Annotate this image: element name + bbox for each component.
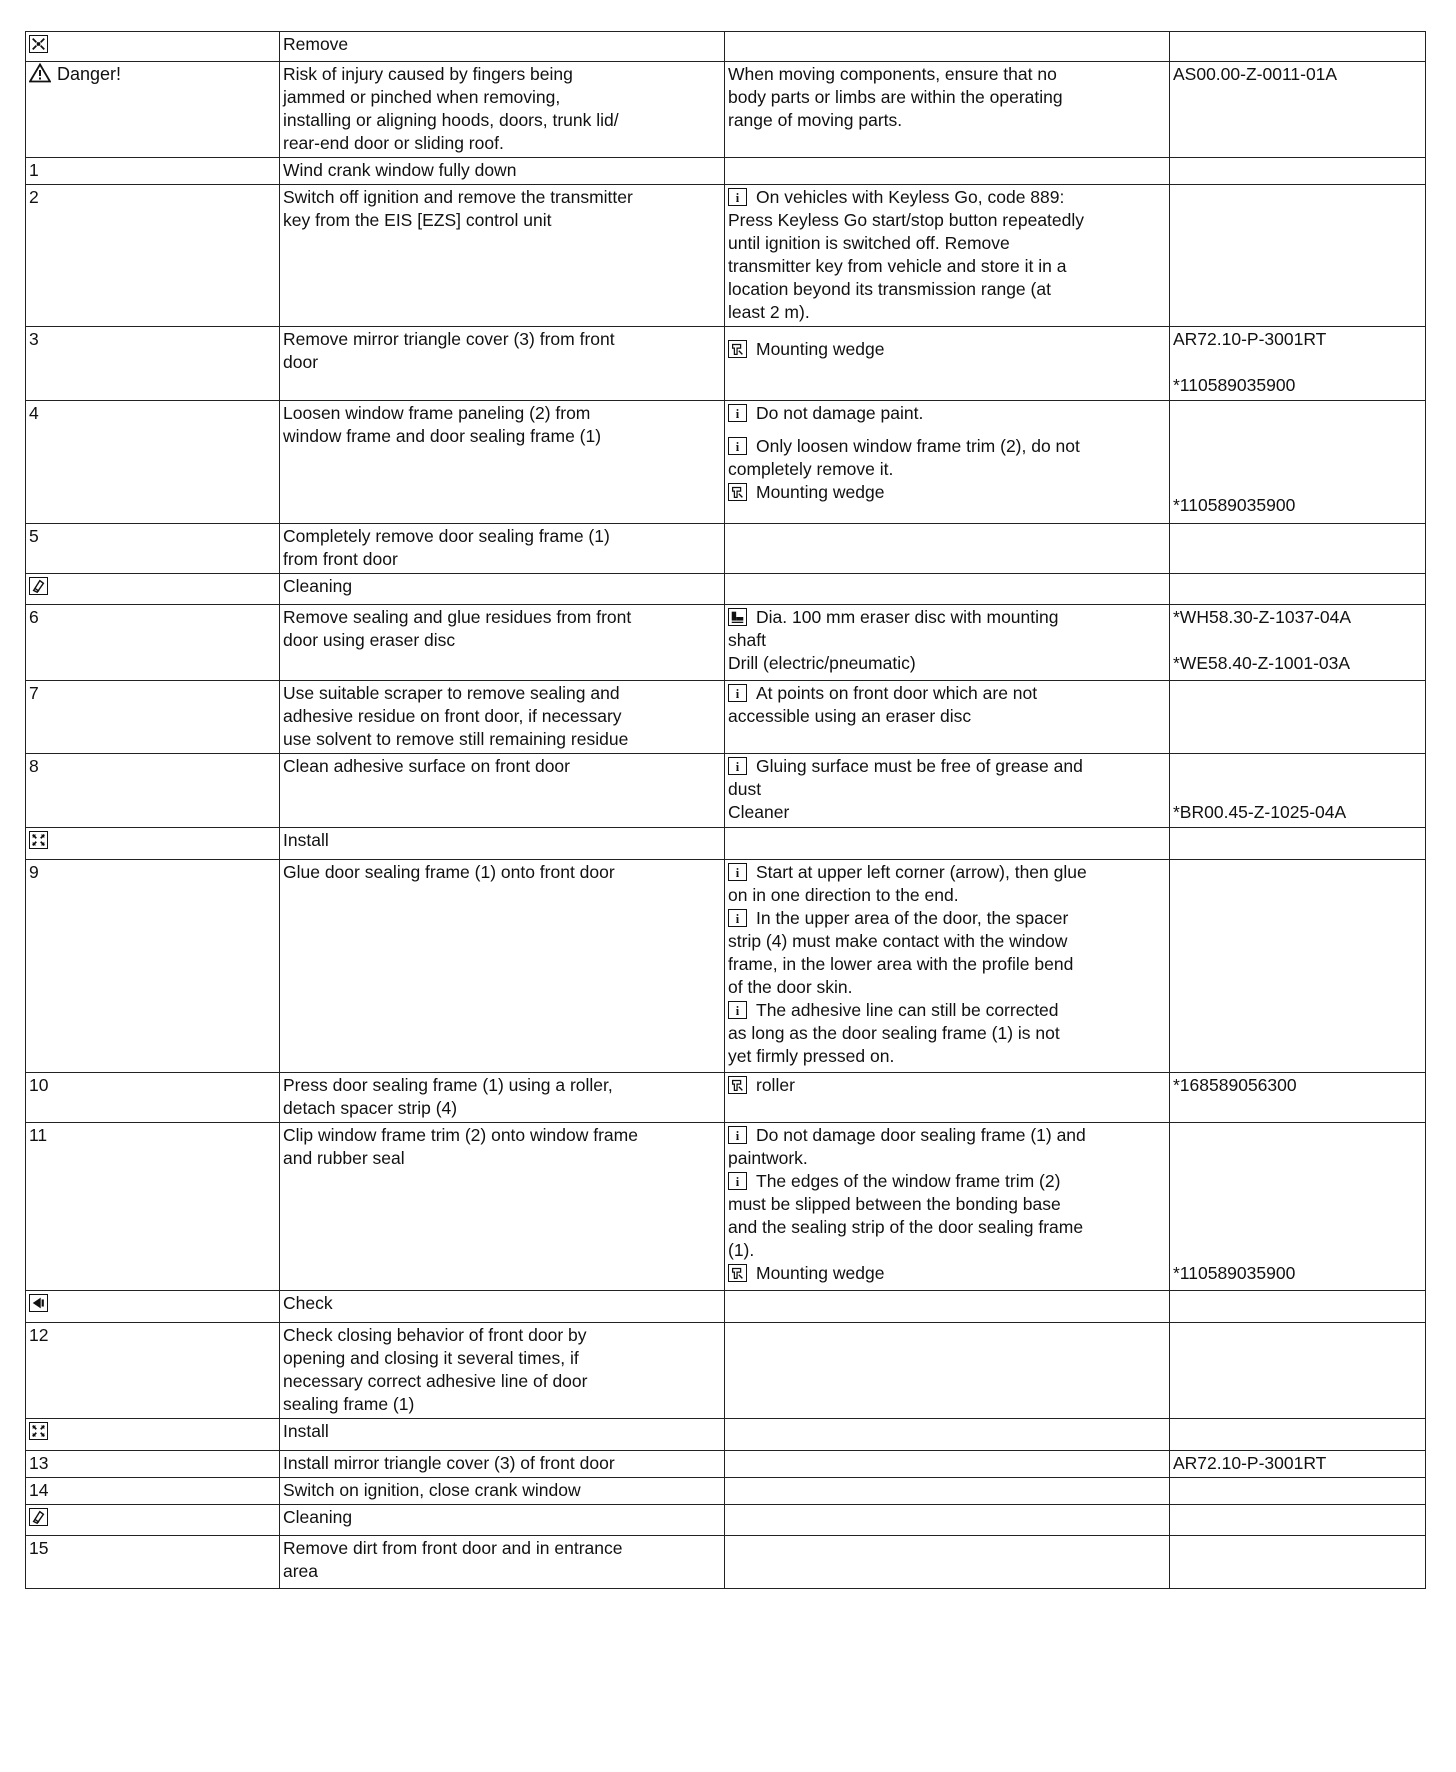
svg-text:i: i (735, 1128, 740, 1143)
step-number: 15 (29, 1538, 49, 1558)
reference-number: *110589035900 (1173, 1263, 1296, 1283)
note-cell (725, 828, 1170, 860)
action-cell (280, 1478, 725, 1505)
step-cell (26, 1536, 280, 1589)
note-text: Cleaner (728, 802, 790, 822)
table-row (26, 1123, 1426, 1291)
step-number: 5 (29, 526, 39, 546)
table-row (26, 327, 1426, 401)
note-cell (725, 1478, 1170, 1505)
spacer (1173, 1216, 1422, 1239)
action-text: door (283, 352, 319, 372)
action-text: Remove sealing and glue residues from front (283, 607, 632, 627)
svg-text:i: i (735, 865, 740, 880)
step-cell (26, 605, 280, 681)
danger-label: Danger! (57, 64, 122, 84)
action-cell (280, 754, 725, 828)
reference-cell (1170, 681, 1426, 754)
note-text: completely remove it. (728, 459, 894, 479)
step-cell (26, 524, 280, 574)
note-cell (725, 1073, 1170, 1123)
install-icon (29, 1422, 48, 1440)
info-icon (728, 437, 747, 455)
step-cell (26, 1419, 280, 1451)
action-cell (280, 574, 725, 605)
action-cell (280, 1419, 725, 1451)
action-cell (280, 524, 725, 574)
note-cell (725, 1123, 1170, 1291)
section-header-row (26, 1419, 1426, 1451)
note-cell (725, 860, 1170, 1073)
reference-cell (1170, 524, 1426, 574)
svg-text:i: i (735, 1003, 740, 1018)
action-cell (280, 605, 725, 681)
note-text: as long as the door sealing frame (1) is not (728, 1023, 1060, 1043)
step-number: 8 (29, 756, 39, 776)
step-cell (26, 1451, 280, 1478)
step-cell (26, 327, 280, 401)
step-cell (26, 860, 280, 1073)
reference-cell (1170, 605, 1426, 681)
reference-cell (1170, 158, 1426, 185)
info-icon (728, 909, 747, 927)
action-text: Remove mirror triangle cover (3) from front (283, 329, 615, 349)
table-row (26, 185, 1426, 327)
action-text: Install (283, 1421, 329, 1441)
action-cell (280, 1505, 725, 1536)
info-icon (728, 863, 747, 881)
step-number: 12 (29, 1325, 49, 1345)
note-text: i At points on front door which are not (728, 682, 1166, 705)
note-text: When moving components, ensure that no (728, 64, 1057, 84)
action-text: Press door sealing frame (1) using a roller, (283, 1075, 613, 1095)
reference-cell (1170, 1451, 1426, 1478)
action-text: Clip window frame trim (2) onto window frame (283, 1125, 638, 1145)
reference-number: AR72.10-P-3001RT (1173, 1453, 1327, 1473)
tool-icon (728, 1076, 747, 1094)
spacer (1173, 471, 1422, 494)
table-row (26, 1478, 1426, 1505)
svg-text:i: i (735, 190, 740, 205)
note-text: until ignition is switched off. Remove (728, 233, 1010, 253)
note-text: dust (728, 779, 762, 799)
action-text: area (283, 1561, 319, 1581)
note-text: of the door skin. (728, 977, 853, 997)
spacer (1173, 629, 1422, 652)
table-row (26, 524, 1426, 574)
note-text: i The adhesive line can still be corrected (728, 999, 1166, 1022)
action-text: rear-end door or sliding roof. (283, 133, 504, 153)
action-text: installing or aligning hoods, doors, trunk lid/ (283, 110, 619, 130)
spacer (1173, 755, 1422, 778)
spacer (1173, 1124, 1422, 1147)
note-text: yet firmly pressed on. (728, 1046, 895, 1066)
table-row (26, 1073, 1426, 1123)
spacer (1173, 425, 1422, 448)
table-row (26, 1451, 1426, 1478)
spacer (1173, 448, 1422, 471)
step-number: 7 (29, 683, 39, 703)
step-number: 9 (29, 862, 39, 882)
note-text: must be slipped between the bonding base (728, 1194, 1061, 1214)
action-text: Completely remove door sealing frame (1) (283, 526, 610, 546)
note-text: i Do not damage door sealing frame (1) and (728, 1124, 1166, 1147)
reference-cell (1170, 1419, 1426, 1451)
svg-text:i: i (735, 439, 740, 454)
step-number: 13 (29, 1453, 49, 1473)
svg-text:i: i (735, 686, 740, 701)
note-text: accessible using an eraser disc (728, 706, 972, 726)
action-text: Clean adhesive surface on front door (283, 756, 570, 776)
step-cell (26, 828, 280, 860)
spacer (728, 328, 1166, 338)
note-cell (725, 605, 1170, 681)
note-text: body parts or limbs are within the operating (728, 87, 1063, 107)
cleaning-icon (29, 1508, 48, 1526)
svg-text:i: i (735, 406, 740, 421)
note-text: Drill (electric/pneumatic) (728, 653, 916, 673)
info-icon (728, 404, 747, 422)
action-cell (280, 1451, 725, 1478)
note-text: i On vehicles with Keyless Go, code 889: (728, 186, 1166, 209)
note-text: least 2 m). (728, 302, 810, 322)
danger-row (26, 62, 1426, 158)
reference-number: *WE58.40-Z-1001-03A (1173, 653, 1351, 673)
note-text: transmitter key from vehicle and store it in a (728, 256, 1067, 276)
action-text: Switch on ignition, close crank window (283, 1480, 581, 1500)
step-cell (26, 1073, 280, 1123)
action-cell (280, 1536, 725, 1589)
procedure-table-body (26, 32, 1426, 1589)
step-number: 4 (29, 403, 39, 423)
reference-cell (1170, 860, 1426, 1073)
reference-cell (1170, 574, 1426, 605)
note-text: Mounting wedge (728, 1262, 1166, 1285)
step-number: 11 (29, 1125, 48, 1145)
action-cell (280, 185, 725, 327)
reference-cell (1170, 62, 1426, 158)
info-icon (728, 1001, 747, 1019)
action-cell (280, 1073, 725, 1123)
section-header-row (26, 1505, 1426, 1536)
action-cell (280, 327, 725, 401)
spacer (1173, 778, 1422, 801)
note-cell (725, 185, 1170, 327)
step-number: 10 (29, 1075, 49, 1095)
action-text: key from the EIS [EZS] control unit (283, 210, 552, 230)
reference-cell (1170, 754, 1426, 828)
action-text: Switch off ignition and remove the transmitter (283, 187, 633, 207)
action-text: Check closing behavior of front door by (283, 1325, 587, 1345)
procedure-table (25, 31, 1426, 1589)
action-text: Use suitable scraper to remove sealing and (283, 683, 620, 703)
note-text: i In the upper area of the door, the spacer (728, 907, 1166, 930)
step-number: 1 (29, 160, 39, 180)
reference-cell (1170, 1291, 1426, 1323)
remove-icon (29, 35, 48, 53)
special-tool-icon (728, 608, 747, 626)
reference-cell (1170, 1536, 1426, 1589)
note-text: range of moving parts. (728, 110, 903, 130)
table-row (26, 1536, 1426, 1589)
table-row (26, 605, 1426, 681)
reference-cell (1170, 32, 1426, 62)
section-header-row (26, 1291, 1426, 1323)
step-cell (26, 754, 280, 828)
reference-cell (1170, 1478, 1426, 1505)
step-cell (26, 1123, 280, 1291)
info-icon (728, 1126, 747, 1144)
table-row (26, 681, 1426, 754)
spacer (1173, 402, 1422, 425)
action-cell (280, 1323, 725, 1419)
warning-triangle-icon (29, 63, 51, 83)
note-text: Mounting wedge (728, 338, 1166, 361)
reference-cell (1170, 1505, 1426, 1536)
note-cell (725, 574, 1170, 605)
reference-cell (1170, 1323, 1426, 1419)
section-header-row (26, 574, 1426, 605)
note-text: Press Keyless Go start/stop button repeatedly (728, 210, 1085, 230)
action-text: Remove dirt from front door and in entrance (283, 1538, 623, 1558)
step-cell (26, 1291, 280, 1323)
note-cell (725, 1323, 1170, 1419)
note-text: i The edges of the window frame trim (2) (728, 1170, 1166, 1193)
note-cell (725, 681, 1170, 754)
info-icon (728, 188, 747, 206)
step-cell (26, 574, 280, 605)
table-row (26, 401, 1426, 524)
install-icon (29, 831, 48, 849)
note-text: i Start at upper left corner (arrow), then glue (728, 861, 1166, 884)
action-text: Cleaning (283, 1507, 353, 1527)
reference-cell (1170, 185, 1426, 327)
note-cell (725, 158, 1170, 185)
note-text: roller (728, 1074, 1166, 1097)
action-text: adhesive residue on front door, if necessary (283, 706, 622, 726)
step-cell (26, 1505, 280, 1536)
table-row (26, 1323, 1426, 1419)
reference-number: *110589035900 (1173, 375, 1296, 395)
svg-text:i: i (735, 759, 740, 774)
note-text: location beyond its transmission range (at (728, 279, 1051, 299)
action-cell (280, 401, 725, 524)
note-text: on in one direction to the end. (728, 885, 959, 905)
note-text: (1). (728, 1240, 755, 1260)
table-row (26, 158, 1426, 185)
tool-icon (728, 340, 747, 358)
spacer (728, 425, 1166, 435)
action-text: Check (283, 1293, 333, 1313)
note-cell (725, 1536, 1170, 1589)
section-header-row (26, 828, 1426, 860)
action-cell (280, 1291, 725, 1323)
reference-number: *110589035900 (1173, 495, 1296, 515)
step-number: 3 (29, 329, 39, 349)
section-header-row (26, 32, 1426, 62)
tool-icon (728, 483, 747, 501)
info-icon (728, 757, 747, 775)
spacer (1173, 1147, 1422, 1170)
reference-number: *168589056300 (1173, 1075, 1297, 1095)
action-text: Install mirror triangle cover (3) of front door (283, 1453, 615, 1473)
reference-number: AR72.10-P-3001RT (1173, 329, 1327, 349)
note-text: i Only loosen window frame trim (2), do not (728, 435, 1166, 458)
reference-number: AS00.00-Z-0011-01A (1173, 64, 1338, 84)
step-cell (26, 158, 280, 185)
note-cell (725, 62, 1170, 158)
reference-cell (1170, 327, 1426, 401)
action-text: necessary correct adhesive line of door (283, 1371, 588, 1391)
reference-cell (1170, 401, 1426, 524)
spacer (1173, 1193, 1422, 1216)
note-cell (725, 1451, 1170, 1478)
note-text: paintwork. (728, 1148, 808, 1168)
action-cell (280, 32, 725, 62)
step-cell (26, 1323, 280, 1419)
action-text: door using eraser disc (283, 630, 456, 650)
action-text: sealing frame (1) (283, 1394, 415, 1414)
note-text: Mounting wedge (728, 481, 1166, 504)
action-text: detach spacer strip (4) (283, 1098, 458, 1118)
step-cell (26, 1478, 280, 1505)
action-text: Cleaning (283, 576, 353, 596)
action-text: opening and closing it several times, if (283, 1348, 579, 1368)
note-text: and the sealing strip of the door sealing frame (728, 1217, 1084, 1237)
step-number: 14 (29, 1480, 49, 1500)
note-cell (725, 1419, 1170, 1451)
action-cell (280, 681, 725, 754)
cleaning-icon (29, 577, 48, 595)
reference-cell (1170, 1073, 1426, 1123)
action-text: and rubber seal (283, 1148, 405, 1168)
note-cell (725, 1505, 1170, 1536)
note-text: shaft (728, 630, 766, 650)
note-cell (725, 524, 1170, 574)
spacer (1173, 351, 1422, 374)
svg-text:i: i (735, 911, 740, 926)
note-cell (725, 32, 1170, 62)
step-cell (26, 32, 280, 62)
step-number: 2 (29, 187, 39, 207)
action-text: Glue door sealing frame (1) onto front door (283, 862, 615, 882)
reference-cell (1170, 1123, 1426, 1291)
tool-icon (728, 1264, 747, 1282)
note-cell (725, 754, 1170, 828)
reference-cell (1170, 828, 1426, 860)
spacer (1173, 1170, 1422, 1193)
action-text: Risk of injury caused by fingers being (283, 64, 573, 84)
action-text: window frame and door sealing frame (1) (283, 426, 602, 446)
spacer (1173, 1239, 1422, 1262)
action-cell (280, 860, 725, 1073)
info-icon (728, 684, 747, 702)
step-number: 6 (29, 607, 39, 627)
action-text: jammed or pinched when removing, (283, 87, 561, 107)
action-text: Remove (283, 34, 349, 54)
reference-number: *BR00.45-Z-1025-04A (1173, 802, 1347, 822)
note-cell (725, 1291, 1170, 1323)
note-cell (725, 401, 1170, 524)
action-cell (280, 158, 725, 185)
action-cell (280, 1123, 725, 1291)
action-text: Wind crank window fully down (283, 160, 517, 180)
info-icon (728, 1172, 747, 1190)
step-cell (26, 185, 280, 327)
step-cell (26, 681, 280, 754)
note-text: Dia. 100 mm eraser disc with mounting (728, 606, 1166, 629)
action-text: use solvent to remove still remaining residue (283, 729, 629, 749)
check-icon (29, 1294, 48, 1312)
note-text: i Do not damage paint. (728, 402, 1166, 425)
note-cell (725, 327, 1170, 401)
note-text: i Gluing surface must be free of grease and (728, 755, 1166, 778)
table-row (26, 860, 1426, 1073)
action-cell (280, 828, 725, 860)
svg-text:i: i (735, 1174, 740, 1189)
step-cell (26, 401, 280, 524)
action-text: Loosen window frame paneling (2) from (283, 403, 591, 423)
action-text: from front door (283, 549, 398, 569)
reference-number: *WH58.30-Z-1037-04A (1173, 607, 1351, 627)
action-text: Install (283, 830, 329, 850)
table-row (26, 754, 1426, 828)
step-cell (26, 62, 280, 158)
action-cell (280, 62, 725, 158)
note-text: strip (4) must make contact with the window (728, 931, 1068, 951)
note-text: frame, in the lower area with the profile bend (728, 954, 1074, 974)
